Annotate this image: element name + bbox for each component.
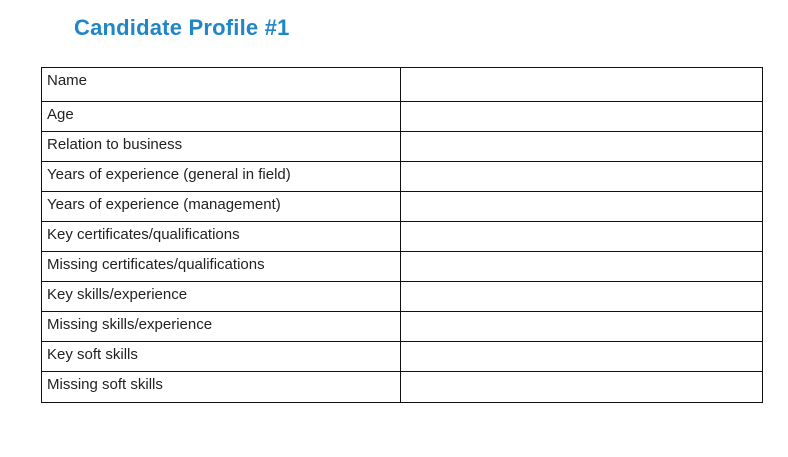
table-row [42, 102, 763, 132]
field-label-key-certificates: Key certificates/qualifications [42, 222, 401, 252]
table-row [42, 282, 763, 312]
table-row [42, 372, 763, 403]
field-value-key-certificates[interactable] [401, 222, 763, 252]
candidate-profile-table [41, 67, 763, 403]
table-row [42, 312, 763, 342]
field-value-key-soft-skills[interactable] [401, 342, 763, 372]
table-row [42, 252, 763, 282]
field-value-missing-skills[interactable] [401, 312, 763, 342]
field-label-experience-management: Years of experience (management) [42, 192, 401, 222]
field-value-name[interactable] [401, 68, 763, 102]
table-row [42, 342, 763, 372]
table-row [42, 68, 763, 102]
field-value-experience-general[interactable] [401, 162, 763, 192]
field-label-age: Age [42, 102, 401, 132]
table-row [42, 192, 763, 222]
table-row [42, 132, 763, 162]
field-value-experience-management[interactable] [401, 192, 763, 222]
field-label-name: Name [42, 68, 401, 102]
field-label-missing-skills: Missing skills/experience [42, 312, 401, 342]
field-label-experience-general: Years of experience (general in field) [42, 162, 401, 192]
table-row [42, 162, 763, 192]
field-value-age[interactable] [401, 102, 763, 132]
field-label-missing-certificates: Missing certificates/qualifications [42, 252, 401, 282]
field-label-key-skills: Key skills/experience [42, 282, 401, 312]
field-value-missing-soft-skills[interactable] [401, 372, 763, 403]
table-row [42, 222, 763, 252]
page-title: Candidate Profile #1 [74, 15, 290, 40]
field-label-missing-soft-skills: Missing soft skills [42, 372, 401, 403]
field-label-relation: Relation to business [42, 132, 401, 162]
field-value-key-skills[interactable] [401, 282, 763, 312]
field-label-key-soft-skills: Key soft skills [42, 342, 401, 372]
field-value-missing-certificates[interactable] [401, 252, 763, 282]
field-value-relation[interactable] [401, 132, 763, 162]
